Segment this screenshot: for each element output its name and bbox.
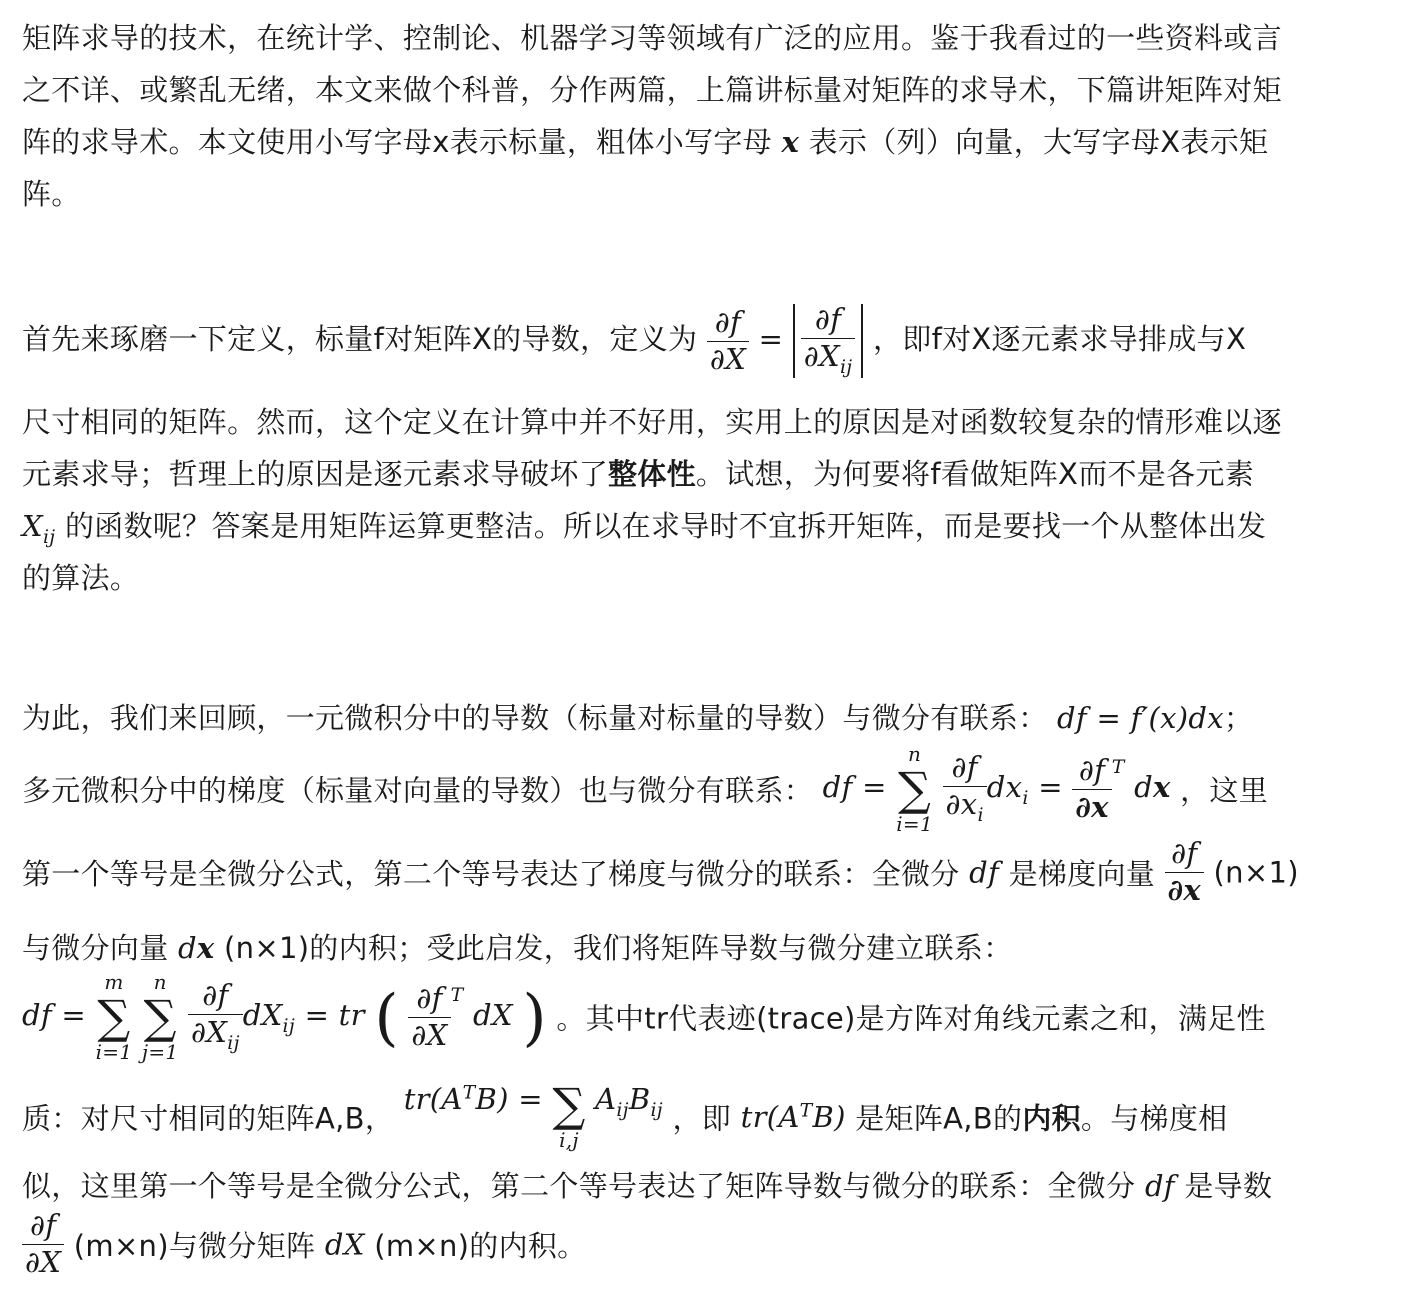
para3-line8: $\frac{\partial f}{\partial X}$ (m×n)与微分矩阵 dX (m×n)的内积。	[22, 1210, 586, 1279]
para1-line1: 矩阵求导的技术，在统计学、控制论、机器学习等领域有广泛的应用。鉴于我看过的一些资料或言	[22, 21, 1282, 55]
bold-inner-product: 内积	[1022, 1101, 1081, 1136]
formula-matrix-derivative: $\frac{\partial f}{\partial X}$	[22, 1210, 64, 1279]
para3-line5	[22, 970, 1266, 1064]
para2-line3a: 元素求导；哲理上的原因是逐元素求导破坏了	[22, 457, 609, 491]
para3-line4: 与微分向量 dx (n×1)的内积；受此启发，我们将矩阵导数与微分建立联系：	[22, 931, 1013, 965]
para3-line2b: ，这里	[1180, 773, 1269, 808]
para2-line1a: 首先来琢磨一下定义，标量f对矩阵X的导数，定义为	[22, 322, 698, 357]
para3-line2a: 多元微积分中的梯度（标量对向量的导数）也与微分有联系：	[22, 773, 814, 808]
formula-matrix-differential: df = m ∑ i=1 n ∑ j=1 $\frac{\partial f}{\partial X_{ij}}$ $dX_{ij}$ = tr ( $\frac{\partial f}{\partial X}$ $^T$ dX )	[22, 970, 547, 1064]
para3-line7: 似，这里第一个等号是全微分公式，第二个等号表达了矩阵导数与微分的联系：全微分 df 是导数	[22, 1169, 1273, 1203]
para3-line1-text: 为此，我们来回顾，一元微积分中的导数（标量对标量的导数）与微分有联系：	[22, 701, 1048, 735]
para2-line4	[22, 504, 1266, 548]
para3-line5b: 。其中tr代表迹(trace)是方阵对角线元素之和，满足性	[556, 1001, 1266, 1036]
para1-line3a: 阵的求导术。本文使用小写字母x表示标量，粗体小写字母	[22, 125, 772, 159]
bold-wholeness: 整体性	[608, 457, 696, 491]
para2-line3b: 。试想，为何要将f看做矩阵X而不是各元素	[695, 457, 1254, 491]
para2-line1: 首先来琢磨一下定义，标量f对矩阵X的导数，定义为 $\frac{\partial f}{\partial X}$ = $\frac{\partial f}{\partial X_{ij}}$ ，即f对X逐元素求导排成与X	[22, 302, 1247, 378]
formula-elementwise: $\frac{\partial f}{\partial X_{ij}}$	[793, 304, 864, 378]
formula-trace-inner-product: $tr(A^TB)$ = ∑ i,j $A_{ij}B_{ij}$	[403, 1078, 663, 1152]
para2-line4b: 的函数呢？答案是用矩阵运算更整洁。所以在求导时不宜拆开矩阵，而是要找一个从整体出发	[64, 509, 1267, 543]
formula-Xij: $X_{ij}$	[22, 509, 56, 548]
para3-line6: 质：对尺寸相同的矩阵A,B， $tr(A^TB)$ = ∑ i,j $A_{ij}B_{ij}$ ，即 $tr(A^TB)$ 是矩阵A,B的内积。与梯度相	[22, 1078, 1228, 1152]
formula-gradient: df = n ∑ i=1 $\frac{\partial f}{\partial x_i}$ $dx_i$ = $\frac{\partial f}{\partial x}$ $^T$ dx	[822, 742, 1171, 836]
formula-df-dX: $\frac{\partial f}{\partial X}$	[707, 307, 749, 376]
para2-line5: 的算法。	[22, 561, 140, 595]
bold-vector-x: x	[781, 125, 800, 159]
para1-line2: 之不详、或繁乱无绪，本文来做个科普，分作两篇，上篇讲标量对矩阵的求导术，下篇讲矩阵对矩	[22, 73, 1282, 107]
para3-line3: 第一个等号是全微分公式，第二个等号表达了梯度与微分的联系：全微分 df 是梯度向量 $\frac{\partial f}{\partial x}$ (n×1)	[22, 836, 1299, 907]
para2-line3	[22, 452, 1254, 493]
para2-line2: 尺寸相同的矩阵。然而，这个定义在计算中并不好用，实用上的原因是对函数较复杂的情形难以逐	[22, 405, 1282, 439]
para1-line3	[22, 120, 1268, 161]
para3-line2	[22, 742, 1268, 836]
formula-gradient-vector: $\frac{\partial f}{\partial x}$	[1165, 838, 1204, 907]
para3-line1: 为此，我们来回顾，一元微积分中的导数（标量对标量的导数）与微分有联系： df = f′(x)dx；	[22, 701, 1254, 735]
para1-line3b: 表示（列）向量，大写字母X表示矩	[808, 125, 1269, 159]
formula-scalar-differential: df = f′(x)dx	[1057, 701, 1224, 735]
para2-line1b: ，即f对X逐元素求导排成与X	[872, 322, 1247, 357]
para1-line4: 阵。	[22, 177, 81, 211]
